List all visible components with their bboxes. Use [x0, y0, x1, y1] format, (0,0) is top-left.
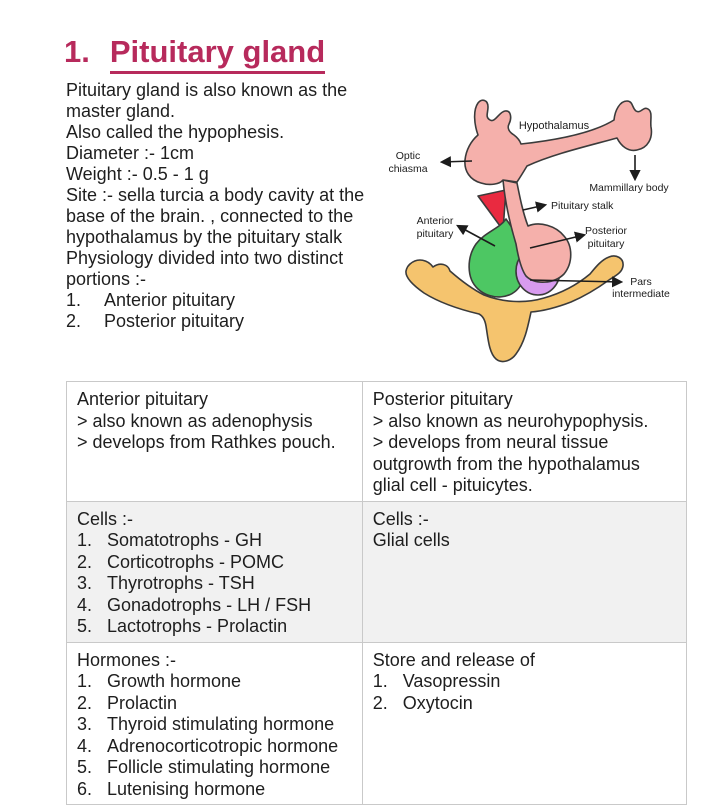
list-text: Corticotrophs - POMC — [107, 551, 285, 572]
list-item — [77, 573, 352, 595]
list-item — [77, 595, 352, 617]
list-number: 2. — [372, 692, 388, 713]
hypothalamus-label: Hypothalamus — [518, 120, 590, 132]
list-text: Lactotrophs - Prolactin — [107, 616, 288, 636]
list-text: Posterior pituitary — [104, 311, 245, 331]
pars-intermedia-label: Pars — [630, 276, 652, 288]
list-number: 1. — [66, 290, 82, 310]
table-row — [67, 501, 687, 642]
list-text: Growth hormone — [107, 671, 242, 691]
cell-line: > develops from neural tissue outgrowth from the hypothalamus glial cell - pituicytes. — [372, 432, 640, 495]
anterior-hormones-cell — [67, 642, 363, 805]
pituitary-diagram-svg — [378, 88, 718, 378]
cell-line: > also known as adenophysis — [77, 410, 313, 431]
posterior-hormones-cell — [362, 642, 686, 805]
list-number: 2. — [77, 692, 93, 713]
list-item — [77, 757, 352, 779]
cell-line: Glial cells — [372, 530, 450, 550]
list-item — [77, 552, 352, 574]
list-item — [77, 736, 352, 758]
list-number: 2. — [66, 311, 82, 331]
list-text: Prolactin — [107, 692, 178, 713]
cell-line: > develops from Rathkes pouch. — [77, 432, 336, 452]
cell-line: > also known as neurohypophysis. — [372, 410, 649, 431]
optic-chiasma-label: chiasma — [388, 163, 428, 175]
list-number: 2. — [77, 551, 93, 572]
list-number: 6. — [77, 778, 93, 799]
table-row — [67, 642, 687, 805]
cell-header: Cells :- — [77, 508, 134, 529]
pituitary-stalk-label: Pituitary stalk — [551, 200, 614, 212]
cell-header: Store and release of — [372, 649, 535, 670]
list-number: 4. — [77, 735, 93, 756]
list-text: Lutenising hormone — [107, 778, 266, 799]
table-row — [67, 382, 687, 502]
cell-header: Hormones :- — [77, 649, 177, 670]
list-item — [77, 714, 352, 736]
list-text: Adrenocorticotropic hormone — [107, 735, 339, 756]
list-item — [77, 693, 352, 715]
pituitary-stalk-arrow — [523, 205, 545, 210]
list-item — [77, 671, 352, 693]
list-text: Vasopressin — [402, 671, 501, 691]
intro-paragraph: Physiology divided into two distinct portions :- — [66, 248, 344, 289]
title-text: Pituitary gland — [110, 34, 325, 74]
list-number: 3. — [77, 714, 93, 734]
intro-notes — [66, 80, 398, 332]
list-text: Oxytocin — [402, 692, 473, 713]
list-item — [77, 779, 352, 801]
list-item — [77, 616, 352, 638]
cell-line: Cells :- — [372, 508, 429, 529]
pars-intermedia-label: intermediate — [612, 288, 670, 300]
list-item — [373, 693, 676, 715]
pituitary-comparison-table — [66, 381, 687, 805]
posterior-cells-cell — [362, 501, 686, 642]
intro-paragraph: Diameter :- 1cm — [66, 143, 195, 163]
posterior-pituitary-label: pituitary — [587, 238, 625, 250]
list-number: 1. — [77, 530, 93, 550]
list-item — [373, 671, 676, 693]
anterior-pituitary-label: Anterior — [416, 215, 454, 227]
page-title — [64, 34, 325, 70]
pituitary-diagram — [378, 88, 718, 378]
intro-paragraph: Site :- sella turcia a body cavity at the base of the brain. , connected to the hypothalamus by the pituitary stalk — [66, 185, 365, 247]
cell-line: Posterior pituitary — [372, 389, 513, 409]
list-text: Gonadotrophs - LH / FSH — [107, 594, 312, 615]
list-text: Anterior pituitary — [104, 290, 236, 310]
anterior-cells-cell — [67, 501, 363, 642]
intro-paragraph: Weight :- 0.5 - 1 g — [66, 164, 209, 184]
list-number: 1. — [372, 671, 388, 691]
list-number: 5. — [77, 616, 93, 636]
list-number: 5. — [77, 757, 93, 777]
list-number: 4. — [77, 594, 93, 615]
anterior-overview-cell — [67, 382, 363, 502]
list-number: 1. — [77, 671, 93, 691]
cell-line: Anterior pituitary — [77, 389, 209, 409]
list-text: Thyroid stimulating hormone — [107, 714, 335, 734]
list-text: Follicle stimulating hormone — [107, 757, 331, 777]
list-text: Thyrotrophs - TSH — [107, 573, 255, 593]
list-item — [77, 530, 352, 552]
list-item — [66, 311, 398, 332]
hypothalamus-shape — [465, 100, 652, 184]
list-text: Somatotrophs - GH — [107, 530, 263, 550]
intro-paragraph: Pituitary gland is also known as the master gland. — [66, 80, 348, 121]
posterior-pituitary-label: Posterior — [584, 225, 628, 237]
optic-chiasma-label: Optic — [395, 150, 421, 162]
list-number: 3. — [77, 573, 93, 593]
posterior-overview-cell — [362, 382, 686, 502]
optic-chiasma-arrow — [442, 161, 472, 162]
anterior-pituitary-label: pituitary — [416, 228, 454, 240]
title-number: 1. — [64, 34, 90, 69]
list-item — [66, 290, 398, 311]
mammillary-body-label: Mammillary body — [589, 182, 669, 194]
intro-paragraph: Also called the hypophesis. — [66, 122, 285, 142]
